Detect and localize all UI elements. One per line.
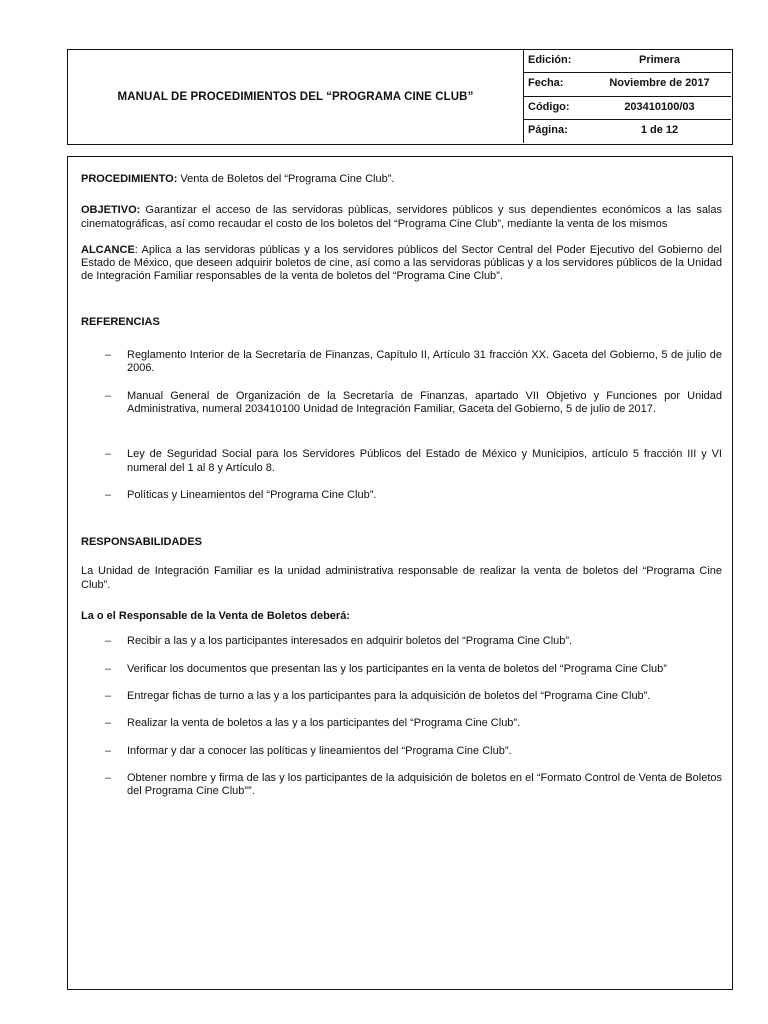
meta-value: Noviembre de 2017 — [609, 77, 710, 90]
objetivo-text: Garantizar el acceso de las servidoras públicas, servidores públicos y sus dependientes económicos a las salas cinematográficas, así como recaudar el costo de los boletos del “Programa Cine Club”, mediante la venta de los mismos — [81, 204, 722, 230]
responsabilidades-paragraph: La Unidad de Integración Familiar es la unidad administrativa responsable de realizar la venta de boletos del “Programa Cine Club”. — [81, 565, 722, 591]
meta-row-edicion — [524, 50, 731, 73]
meta-label: Página: — [528, 123, 568, 136]
meta-value: 203410100/03 — [624, 100, 695, 113]
meta-value: 1 de 12 — [640, 123, 679, 136]
alcance-label: ALCANCE — [81, 243, 135, 256]
meta-row-pagina — [524, 120, 731, 143]
list-item: – Verificar los documentos que presentan las y los participantes en la venta de boletos del “Programa Cine Club” — [81, 663, 722, 676]
procedimiento-label: PROCEDIMIENTO: — [81, 173, 178, 185]
document-body — [67, 156, 733, 990]
meta-label: Edición: — [528, 54, 572, 66]
objetivo-label: OBJETIVO: — [81, 204, 141, 217]
meta-row-codigo — [524, 97, 731, 120]
meta-label: Código: — [528, 100, 570, 113]
alcance-paragraph — [81, 244, 722, 284]
alcance-text: : Aplica a las servidoras públicas y a los servidores públicos del Sector Central del Poder Ejecutivo del Gobierno del Estado de México, que deseen adquirir boletos de cine, así como a las servidoras públicas y a los servidores públicos de la Unidad de Integración Familiar responsables de la venta de boletos del “Programa Cine Club”. — [81, 243, 722, 283]
responsabilidades-heading: RESPONSABILIDADES — [81, 536, 203, 549]
list-item: – Reglamento Interior de la Secretaría de Finanzas, Capítulo II, Artículo 31 fracción XX. Gaceta del Gobierno, 5 de julio de 2006. — [81, 349, 722, 376]
list-item: – Ley de Seguridad Social para los Servidores Públicos del Estado de México y Municipios, artículo 5 fracción III y VI numeral del 1 al 8 y Artículo 8. — [81, 448, 722, 475]
procedimiento-paragraph — [81, 173, 722, 186]
responsabilidades-list — [81, 635, 722, 798]
document-header — [67, 49, 733, 145]
referencias-heading: REFERENCIAS — [81, 315, 160, 328]
list-item: – Manual General de Organización de la Secretaría de Finanzas, apartado VII Objetivo y Funciones por Unidad Administrativa, numeral 203410100 Unidad de Integración Familiar, Gaceta del Gobierno, 5 de julio de 2017. — [81, 390, 722, 417]
procedimiento-text: Venta de Boletos del “Programa Cine Club”. — [177, 173, 395, 185]
objetivo-paragraph — [81, 204, 722, 231]
list-item: – Realizar la venta de boletos a las y a los participantes del “Programa Cine Club”. — [81, 717, 722, 730]
list-item: – Informar y dar a conocer las políticas y lineamientos del “Programa Cine Club”. — [81, 745, 722, 758]
list-item: – Entregar fichas de turno a las y a los participantes para la adquisición de boletos del “Programa Cine Club”. — [81, 690, 722, 703]
document-content — [81, 169, 722, 798]
meta-row-fecha — [524, 73, 731, 96]
referencias-list — [81, 349, 722, 502]
manual-title: MANUAL DE PROCEDIMIENTOS DEL “PROGRAMA CINE CLUB” — [117, 90, 474, 103]
list-item: – Políticas y Lineamientos del “Programa Cine Club”. — [81, 489, 722, 502]
meta-label: Fecha: — [528, 77, 564, 90]
list-item: – Recibir a las y a los participantes interesados en adquirir boletos del “Programa Cine Club”. — [81, 635, 722, 648]
list-item: – Obtener nombre y firma de las y los participantes de la adquisición de boletos en el “Formato Control de Venta de Boletos del Programa Cine Club””. — [81, 772, 722, 799]
responsable-subheading: La o el Responsable de la Venta de Boletos deberá: — [81, 610, 350, 623]
meta-value: Primera — [639, 54, 680, 66]
document-metadata-table — [523, 50, 731, 143]
